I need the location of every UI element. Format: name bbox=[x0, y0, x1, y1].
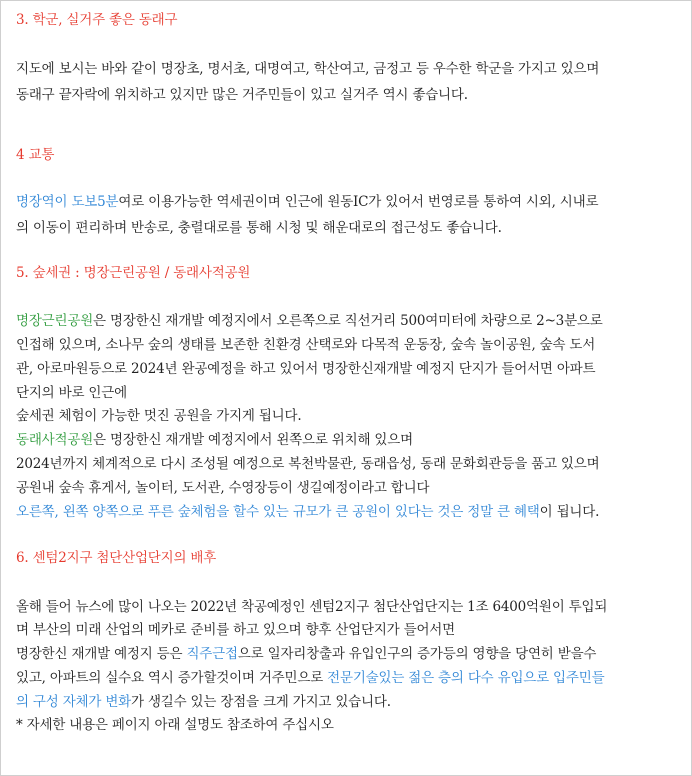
section-6-heading: 6. 센텀2지구 첨단산업단지의 배후 bbox=[16, 550, 217, 566]
park-2-name: 동래사적공원 bbox=[16, 432, 94, 448]
park-1-text: 은 명장한신 재개발 예정지에서 오른쪽으로 직선거리 500여미터에 차량으로 2~3분으로 bbox=[93, 313, 603, 329]
section-3-heading: 3. 학군, 실거주 좋은 동래구 bbox=[16, 12, 178, 28]
section-4-body-line: 의 이동이 편리하며 반송로, 충렬대로를 통해 시청 및 해운대로의 접근성도 좋습니다. bbox=[16, 220, 502, 236]
section-6-text: 있고, 아파트의 실수요 역시 증가할것이며 거주민으로 bbox=[16, 670, 328, 686]
park-2-intro-line bbox=[16, 430, 413, 450]
section-5-heading: 5. 숲세권 : 명장근린공원 / 동래사적공원 bbox=[16, 265, 251, 281]
section-4-body-text: 여로 이용가능한 역세권이며 인근에 원동IC가 있어서 번영로를 통하여 시외, 시내로 bbox=[118, 194, 599, 210]
section-6-text: 명장한신 재개발 예정지 등은 bbox=[16, 646, 187, 662]
footnote: * 자세한 내용은 페이지 아래 설명도 참조하여 주십시오 bbox=[16, 717, 334, 733]
job-proximity-highlight: 직주근접 bbox=[186, 646, 238, 662]
park-1-body-line: 숲세권 체험이 가능한 멋진 공원을 가지게 됩니다. bbox=[16, 408, 302, 424]
section-6-text: 가 생길수 있는 장점을 크게 가지고 있습니다. bbox=[131, 694, 391, 710]
park-2-text: 은 명장한신 재개발 예정지에서 왼쪽으로 위치해 있으며 bbox=[93, 432, 413, 448]
section-3-body-line: 동래구 끝자락에 위치하고 있지만 많은 거주민들이 있고 실거주 역시 좋습니다. bbox=[16, 87, 468, 103]
station-highlight: 명장역이 도보5분 bbox=[16, 194, 119, 210]
park-1-intro-line bbox=[16, 311, 603, 331]
section-6-body-line bbox=[16, 668, 604, 688]
section-6-body-line: 며 부산의 미래 산업의 메카로 준비를 하고 있으며 향후 산업단지가 들어서면 bbox=[16, 622, 455, 638]
section-6-text: 으로 일자리창출과 유입인구의 증가등의 영향을 당연히 받을수 bbox=[237, 646, 597, 662]
section-6-body-line bbox=[16, 644, 596, 664]
section-4-heading: 4 교통 bbox=[16, 147, 55, 163]
resident-change-highlight: 전문기술있는 젊은 층의 다수 유입으로 입주민들 bbox=[327, 670, 605, 686]
park-1-name: 명장근린공원 bbox=[16, 313, 94, 329]
park-2-body-line: 2024년까지 체계적으로 다시 조성될 예정으로 복천박물관, 동래읍성, 동래 문화회관등을 품고 있으며 bbox=[16, 456, 600, 472]
park-1-body-line: 인접해 있으며, 소나무 숲의 생태를 보존한 친환경 산택로와 다목적 운동장, 숲속 놀이공원, 숲속 도서 bbox=[16, 337, 596, 353]
park-2-body-line: 공원내 숲속 휴게서, 놀이터, 도서관, 수영장등이 생길예정이라고 합니다 bbox=[16, 480, 430, 496]
section-3-body-line: 지도에 보시는 바와 같이 명장초, 명서초, 대명여고, 학산여고, 금정고 등 우수한 학군을 가지고 있으며 bbox=[16, 61, 600, 77]
section-5-conclusion bbox=[16, 502, 599, 522]
park-1-body-line: 단지의 바로 인근에 bbox=[16, 385, 127, 401]
resident-change-highlight: 의 구성 자체가 변화 bbox=[16, 694, 132, 710]
section-5-conclusion-text: 이 됩니다. bbox=[539, 504, 600, 520]
benefit-highlight: 오른쪽, 왼쪽 양쪽으로 푸른 숲체험을 할수 있는 규모가 큰 공원이 있다는 것은 정말 큰 혜택 bbox=[16, 504, 540, 520]
section-6-body-line: 올해 들어 뉴스에 많이 나오는 2022년 착공예정인 센텀2지구 첨단산업단지는 1조 6400억원이 투입되 bbox=[16, 599, 608, 615]
park-1-body-line: 관, 아로마원등으로 2024년 완공예정을 하고 있어서 명장한신재개발 예정지 단지가 들어서면 아파트 bbox=[16, 361, 596, 377]
section-4-body-line bbox=[16, 192, 598, 212]
section-6-body-line bbox=[16, 692, 391, 712]
